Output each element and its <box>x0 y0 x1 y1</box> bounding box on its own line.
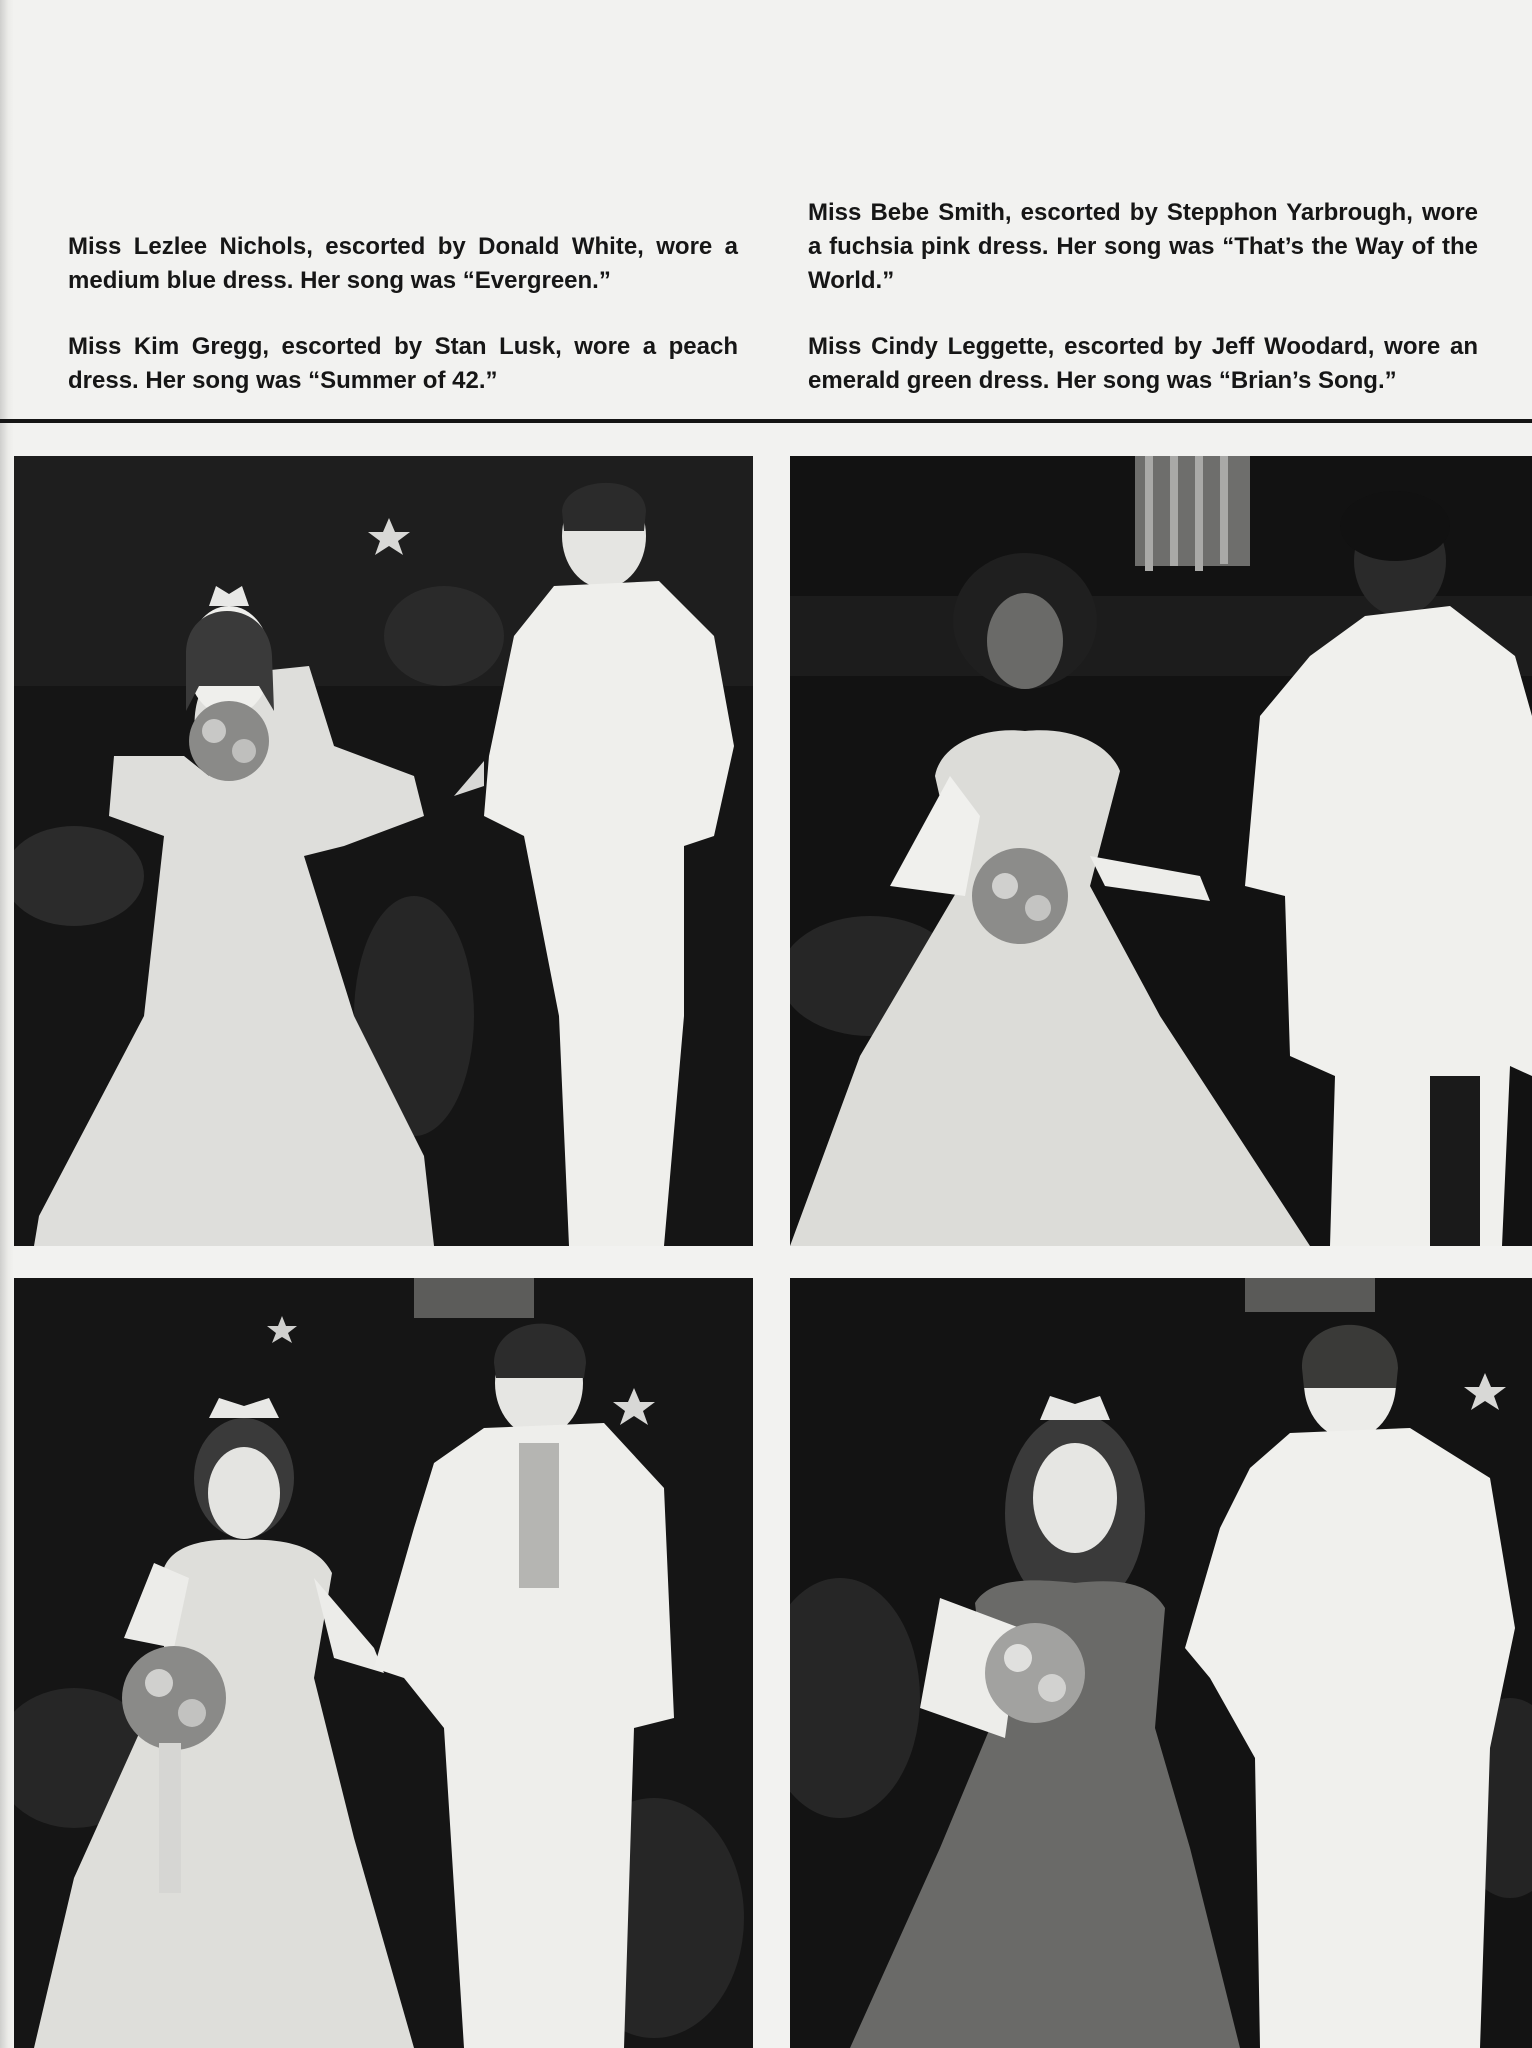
tinsel-decoration <box>414 1278 534 1318</box>
caption-gregg: Miss Kim Gregg, escorted by Stan Lusk, wore a peach dress. Her song was “Summer of 42.” <box>68 333 738 394</box>
caption-leggette: Miss Cindy Leggette, escorted by Jeff Woodard, wore an emerald green dress. Her song was “Brian’s Song.” <box>808 333 1478 394</box>
bouquet <box>122 1646 226 1750</box>
photo-gregg-lusk <box>14 1278 753 2048</box>
header-divider-rule <box>0 419 1532 423</box>
photo-nichols-white <box>14 456 753 1246</box>
caption-nichols: Miss Lezlee Nichols, escorted by Donald White, wore a medium blue dress. Her song was “Evergreen.” <box>68 233 738 294</box>
photo-smith-yarbrough <box>790 456 1532 1246</box>
caption-smith: Miss Bebe Smith, escorted by Stepphon Yarbrough, wore a fuchsia pink dress. Her song was “That’s the Way of the World.” <box>808 199 1478 294</box>
tinsel-decoration <box>1245 1278 1375 1312</box>
ruffled-shirt <box>519 1443 559 1588</box>
bouquet <box>189 701 269 781</box>
photo-leggette-woodard <box>790 1278 1532 2048</box>
page-binding-edge <box>0 0 14 2048</box>
bouquet <box>985 1623 1085 1723</box>
bouquet <box>972 848 1068 944</box>
